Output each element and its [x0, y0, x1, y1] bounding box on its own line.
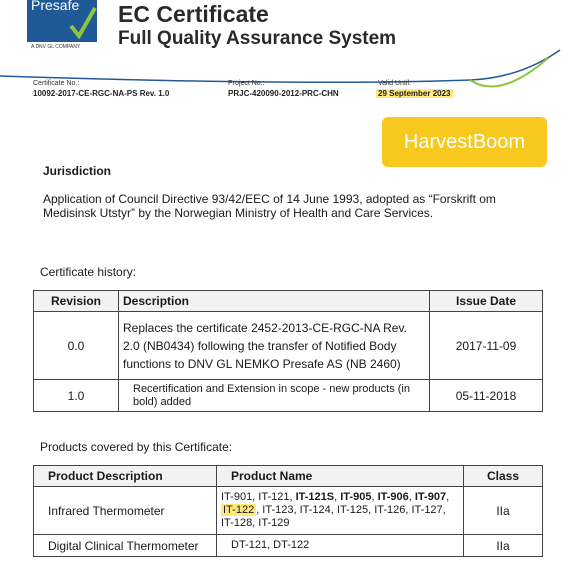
- product-description-cell: Digital Clinical Thermometer: [34, 535, 217, 557]
- column-header: Product Name: [217, 466, 464, 487]
- description-cell: Replaces the certificate 2452-2013-CE-RGC-NA Rev. 2.0 (NB0434) following the transfer of Notified Body functions to DNV GL NEMKO Presafe AS (NB 2460): [119, 312, 430, 380]
- jurisdiction-text: Application of Council Directive 93/42/EEC of 14 June 1993, adopted as “Forskrift om Medisinsk Utstyr” by the Norwegian Ministry of Health and Care Services.: [43, 192, 496, 220]
- issue-date-cell: 05-11-2018: [430, 380, 543, 412]
- certificate-no-value: 10092-2017-CE-RGC-NA-PS Rev. 1.0: [33, 89, 170, 98]
- product-name-text: IT-122: [223, 504, 255, 516]
- class-cell: IIa: [464, 535, 543, 557]
- valid-until-label: Valid Until:: [378, 80, 411, 87]
- project-no-value: PRJC-420090-2012-PRC-CHN: [228, 89, 339, 98]
- certificate-history-table: [33, 290, 543, 412]
- class-cell: IIa: [464, 487, 543, 535]
- table-row: [34, 312, 543, 380]
- description-cell: Recertification and Extension in scope - new products (in bold) added: [119, 380, 430, 412]
- presafe-logo: [27, 0, 97, 42]
- product-name-text: ,: [446, 491, 450, 503]
- product-name-text: ,: [371, 491, 378, 503]
- product-name-cell: [217, 535, 464, 557]
- revision-cell: 1.0: [34, 380, 119, 412]
- project-no-label: Project No.:: [228, 80, 265, 87]
- issue-date-cell: 2017-11-09: [430, 312, 543, 380]
- product-name-text: DT-121, DT-122: [231, 539, 310, 551]
- column-header: Class: [464, 466, 543, 487]
- product-description-cell: Infrared Thermometer: [34, 487, 217, 535]
- product-name-text: ,: [408, 491, 415, 503]
- column-header: Product Description: [34, 466, 217, 487]
- header-swoosh-decoration: [0, 40, 576, 110]
- table-row: [34, 380, 543, 412]
- valid-until-value: 29 September 2023: [378, 89, 451, 98]
- harvestboom-sticker: HarvestBoom: [382, 117, 547, 167]
- product-name-text: IT-905: [340, 491, 372, 503]
- table-row: [34, 487, 543, 535]
- checkmark-icon: [67, 0, 97, 42]
- page-subtitle: Full Quality Assurance System: [118, 28, 397, 49]
- column-header: Revision: [34, 291, 119, 312]
- table-header-row: [34, 466, 543, 487]
- products-table: [33, 465, 543, 557]
- product-name-text: , IT-123, IT-124, IT-125, IT-126, IT-127, IT-128, IT-129: [221, 504, 446, 529]
- logo-brand: Presafe: [31, 0, 80, 13]
- product-name-text: IT-906: [377, 491, 409, 503]
- jurisdiction-heading: Jurisdiction: [43, 164, 112, 178]
- product-name-text: IT-901, IT-121,: [221, 491, 296, 503]
- product-name-cell: [217, 487, 464, 535]
- product-name-text: IT-907: [414, 491, 447, 503]
- page-title: EC Certificate: [118, 1, 269, 27]
- logo-subtitle: A DNV GL COMPANY: [31, 44, 81, 50]
- column-header: Description: [119, 291, 430, 312]
- column-header: Issue Date: [430, 291, 543, 312]
- table-row: [34, 535, 543, 557]
- revision-cell: 0.0: [34, 312, 119, 380]
- product-name-text: IT-121S: [295, 491, 335, 503]
- product-name-text: ,: [334, 491, 341, 503]
- certificate-history-label: Certificate history:: [40, 265, 137, 279]
- products-covered-label: Products covered by this Certificate:: [40, 440, 233, 454]
- table-header-row: [34, 291, 543, 312]
- certificate-no-label: Certificate No.:: [33, 80, 80, 87]
